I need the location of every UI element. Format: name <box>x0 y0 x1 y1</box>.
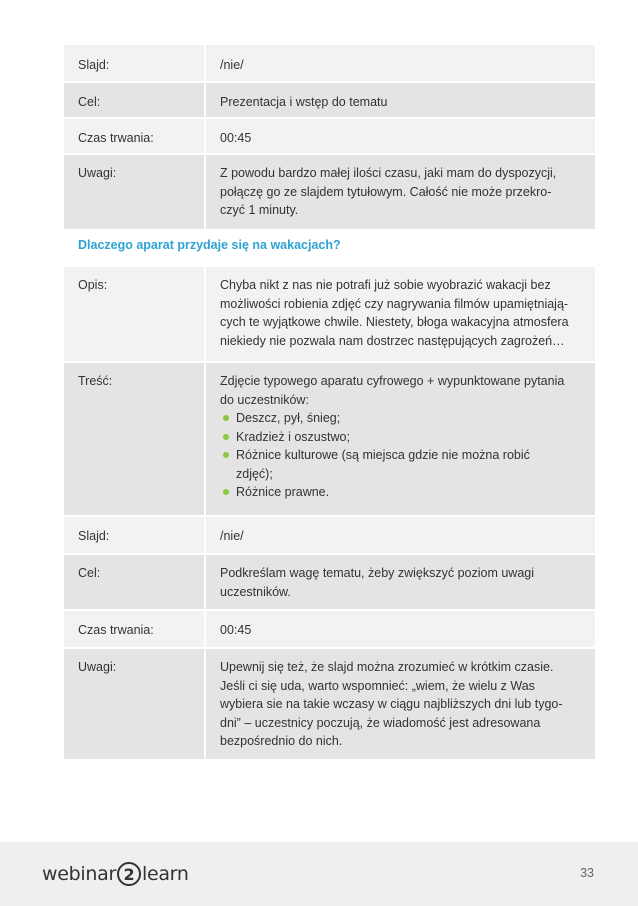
text-line: czyć 1 minuty. <box>220 203 299 217</box>
row-value: 00:45 <box>220 623 252 637</box>
slide-table-1 <box>64 45 595 231</box>
webinar2learn-logo: webinar 2 learn <box>42 863 189 885</box>
table-row <box>64 267 595 363</box>
table-row <box>64 517 595 555</box>
table-row <box>64 649 595 761</box>
table-row <box>64 155 595 231</box>
row-label: Czas trwania: <box>64 611 206 647</box>
row-label: Slajd: <box>64 45 206 81</box>
row-label: Treść: <box>64 363 206 515</box>
row-label: Czas trwania: <box>64 119 206 153</box>
row-value <box>206 363 595 515</box>
page-number: 33 <box>580 866 594 880</box>
row-value <box>206 155 595 229</box>
table-row <box>64 45 595 83</box>
text-line: możliwości robienia zdjęć czy nagrywania filmów upamiętniają- <box>220 296 569 311</box>
list-item: Kradzież i oszustwo; <box>220 428 583 447</box>
text-line: cych te wyjątkowe chwile. Niestety, błoga wakacyjna atmosfera <box>220 315 569 329</box>
section-title: Dlaczego aparat przydaje się na wakacjach? <box>78 238 341 252</box>
row-label: Uwagi: <box>64 155 206 229</box>
text-line: do uczestników: <box>220 392 309 407</box>
row-label: Uwagi: <box>64 649 206 759</box>
bullet-dot-icon <box>223 415 229 421</box>
text-line: połączę go ze slajdem tytułowym. Całość nie może przekro- <box>220 184 552 199</box>
text-line: bezpośrednio do nich. <box>220 734 343 748</box>
table-row <box>64 611 595 649</box>
row-label: Cel: <box>64 555 206 609</box>
list-item: Deszcz, pył, śnieg; <box>220 409 583 428</box>
table-row <box>64 363 595 517</box>
bullet-dot-icon <box>223 489 229 495</box>
text-line: Chyba nikt z nas nie potrafi już sobie wyobrazić wakacji bez <box>220 278 551 292</box>
text-line: Jeśli ci się uda, warto wspomnieć: „wiem, że wielu z Was <box>220 678 535 693</box>
row-label: Opis: <box>64 267 206 361</box>
row-value <box>206 267 595 361</box>
row-value <box>206 555 595 609</box>
bullet-list <box>220 409 583 502</box>
table-row <box>64 555 595 611</box>
list-item: Różnice prawne. <box>220 483 583 502</box>
row-value: /nie/ <box>220 529 244 543</box>
table-row <box>64 119 595 155</box>
text-line: Upewnij się też, że slajd można zrozumieć w krótkim czasie. <box>220 660 554 674</box>
row-value: /nie/ <box>220 58 244 72</box>
row-label: Cel: <box>64 83 206 117</box>
text-line: Podkreślam wagę tematu, żeby zwiększyć poziom uwagi <box>220 566 535 580</box>
row-label: Slajd: <box>64 517 206 553</box>
logo-two-icon: 2 <box>117 862 141 886</box>
text-line: Z powodu bardzo małej ilości czasu, jaki mam do dyspozycji, <box>220 166 557 180</box>
list-item: Różnice kulturowe (są miejsca gdzie nie można robić zdjęć); <box>220 446 583 483</box>
table-row <box>64 83 595 119</box>
bullet-dot-icon <box>223 452 229 458</box>
text-line: wybiera sie na takie wczasy w ciągu najbliższych dni lub tygo- <box>220 697 563 711</box>
text-line: niekiedy nie pozwala nam dostrzec następujących zagrożeń… <box>220 333 565 348</box>
text-line: uczestników. <box>220 584 291 599</box>
row-value: 00:45 <box>220 131 252 145</box>
slide-table-2 <box>64 267 595 761</box>
row-value: Prezentacja i wstęp do tematu <box>220 95 388 109</box>
row-value <box>206 649 595 759</box>
bullet-dot-icon <box>223 434 229 440</box>
text-line: Zdjęcie typowego aparatu cyfrowego + wypunktowane pytania <box>220 374 565 388</box>
text-line: dni” – uczestnicy poczują, że wiadomość jest adresowana <box>220 715 541 730</box>
